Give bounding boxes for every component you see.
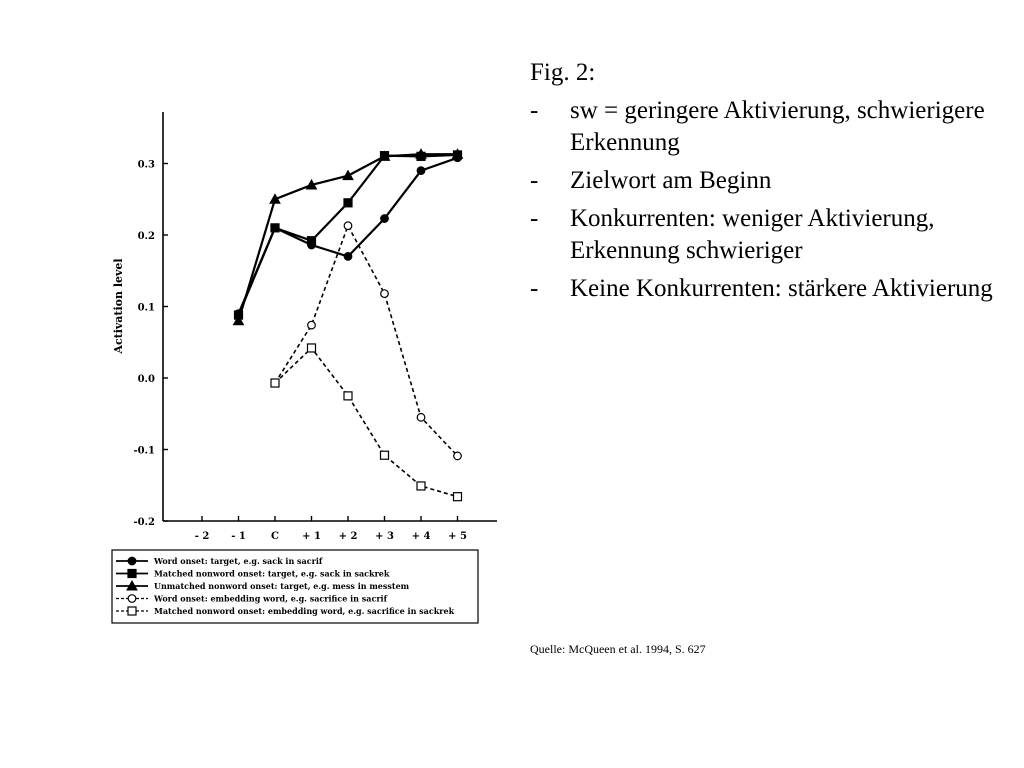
figure-title: Fig. 2: (530, 59, 596, 86)
bullet-item (530, 165, 1000, 197)
data-point (344, 392, 352, 400)
source-citation: Quelle: McQueen et al. 1994, S. 627 (530, 642, 706, 656)
legend-label: Word onset: target, e.g. sack in sacrif (154, 556, 323, 566)
bullet-item (530, 273, 1000, 305)
bullet-text: Konkurrenten: weniger Aktivierung, Erkennung schwieriger (570, 205, 935, 264)
data-point (343, 171, 353, 180)
bullet-item (530, 203, 1000, 267)
legend-label: Word onset: embedding word, e.g. sacrifice in sacrif (154, 593, 388, 604)
bullet-text: sw = geringere Aktivierung, schwierigere Erkennung (570, 97, 985, 156)
bullet-text: Zielwort am Beginn (570, 167, 772, 194)
data-point (454, 493, 462, 501)
data-point (417, 414, 425, 422)
data-point (271, 224, 279, 232)
legend-label: Matched nonword onset: target, e.g. sack in sackrek (154, 568, 390, 579)
y-tick-label: 0.1 (137, 302, 155, 314)
x-tick-label: + 2 (338, 531, 358, 542)
data-point (271, 379, 279, 387)
data-point (308, 321, 316, 329)
activation-chart (0, 0, 520, 640)
data-point (344, 199, 352, 207)
y-tick-label: 0.2 (137, 231, 155, 242)
x-tick-label: - 2 (194, 531, 210, 542)
bullet-text: Keine Konkurrenten: stärkere Aktivierung (570, 275, 993, 302)
legend-label: Matched nonword onset: embedding word, e.g. sacrifice in sackrek (154, 606, 455, 616)
chart-svg (0, 0, 520, 640)
series-line-4 (275, 348, 458, 497)
x-tick-label: C (271, 531, 279, 542)
series-line-3 (275, 226, 458, 456)
data-point (454, 452, 462, 460)
y-tick-label: -0.1 (133, 445, 155, 457)
x-tick-label: + 1 (302, 531, 321, 542)
legend-marker (128, 607, 136, 615)
y-tick-label: -0.2 (133, 517, 155, 528)
y-tick-label: 0.0 (137, 374, 155, 385)
data-point (417, 167, 425, 175)
data-point (344, 253, 352, 261)
legend-label: Unmatched nonword onset: target, e.g. mess in messtem (154, 581, 410, 591)
data-point (344, 222, 352, 230)
bullet-marker: - (530, 97, 539, 124)
bullet-item (530, 95, 1000, 159)
data-point (381, 451, 389, 459)
data-point (381, 215, 389, 223)
data-point (308, 237, 316, 245)
y-axis-label: Activation level (112, 258, 125, 354)
bullet-marker: - (530, 205, 539, 232)
x-tick-label: - 1 (231, 531, 246, 542)
x-tick-label: + 5 (448, 531, 467, 542)
data-point (308, 344, 316, 352)
data-point (417, 482, 425, 490)
bullet-marker: - (530, 275, 539, 302)
legend-marker (128, 570, 136, 578)
x-tick-label: + 4 (411, 531, 431, 542)
bullet-marker: - (530, 167, 539, 194)
legend-marker (128, 557, 136, 565)
y-tick-label: 0.3 (137, 159, 155, 171)
legend-marker (128, 595, 136, 603)
x-tick-label: + 3 (375, 531, 394, 542)
data-point (381, 290, 389, 298)
text-panel (530, 57, 1000, 311)
